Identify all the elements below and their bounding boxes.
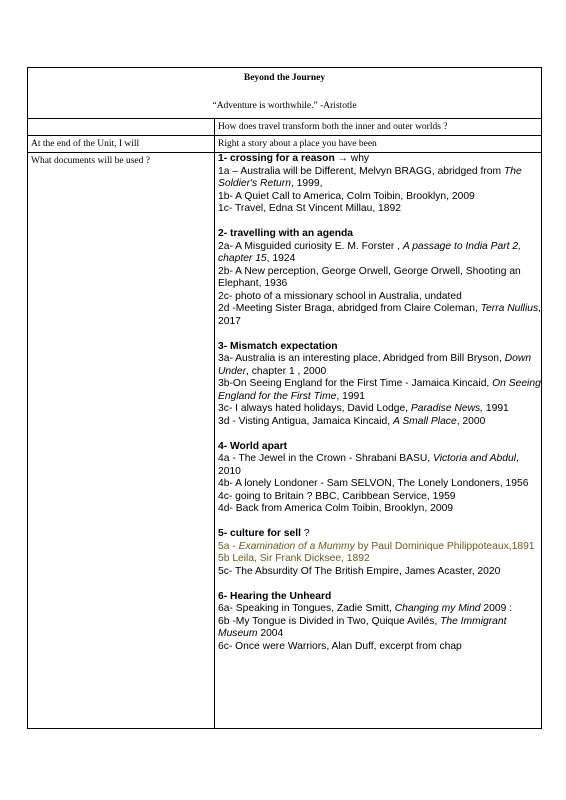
title-row [28, 68, 542, 119]
section-heading-text: 3- Mismatch expectation [218, 340, 338, 352]
entry-text: 1a – Australia will be Different, Melvyn BRAGG, abridged from [218, 165, 504, 177]
section-heading [218, 441, 541, 454]
entry-text: , 1999, [290, 178, 323, 189]
document-entry [218, 191, 541, 204]
document-entry [218, 478, 541, 491]
entry-title-italic: A Small Place [392, 415, 457, 427]
document-entry [218, 266, 541, 291]
section-heading-text: 1- crossing for a reason [218, 153, 335, 164]
document-page [27, 67, 541, 729]
section-heading-text: 4- World apart [218, 440, 288, 452]
document-entry [218, 416, 541, 429]
entry-text: 3a- Australia is an interesting place, Abridged from Bill Bryson, [218, 353, 505, 364]
entry-text: 2a- A Misguided curiosity E. M. Forster , [218, 240, 403, 252]
entry-text: , 2010 [218, 453, 519, 477]
entry-text: 6a- Speaking in Tongues, Zadie Smitt, [218, 603, 395, 614]
section-3 [218, 341, 541, 429]
document-entry [218, 353, 541, 378]
section-heading-text: 5- culture for sell [218, 528, 301, 539]
document-entry [218, 291, 541, 304]
section-heading [218, 528, 541, 541]
entry-title-italic: Paradise News, [410, 403, 484, 414]
entry-text: 4c- going to Britain ? BBC, Caribbean Service, 1959 [218, 490, 456, 502]
entry-title-italic: The Immigrant Museum [218, 615, 507, 639]
entry-text: , 2017 [218, 303, 541, 327]
entry-title-italic: Victoria and Abdul [433, 453, 517, 464]
document-entry [218, 541, 541, 554]
entry-text: 1b- A Quiet Call to America, Colm Toibin, Brooklyn, 2009 [218, 190, 475, 202]
document-entry [218, 453, 541, 478]
entry-text: 6c- Once were Warriors, Alan Duff, excerpt from chap [218, 640, 462, 652]
goal-label-cell: At the end of the Unit, I will [28, 136, 215, 153]
section-heading [218, 591, 541, 604]
document-entry [218, 553, 541, 566]
entry-text: , chapter 1 , 2000 [246, 365, 327, 377]
document-sections [218, 153, 541, 653]
section-heading-suffix: ? [300, 528, 310, 539]
documents-label-cell: What documents will be used ? [28, 153, 215, 729]
entry-text: 4b- A lonely Londoner - Sam SELVON, The Lonely Londoners, 1956 [218, 478, 529, 489]
document-entry [218, 603, 541, 616]
entry-text: 4a - The Jewel in the Crown - Shrabani BASU, [218, 453, 434, 464]
entry-text: 5c- The Absurdity Of The British Empire, James Acaster, 2020 [218, 565, 501, 577]
entry-text: 2d -Meeting Sister Braga, abridged from Claire Coleman, [218, 303, 481, 314]
documents-list-cell [215, 153, 542, 729]
section-1 [218, 153, 541, 216]
entry-title-italic: Terra Nullius [480, 303, 539, 314]
goal-row [28, 136, 542, 153]
entry-text: 3b-On Seeing England for the First Time - Jamaica Kincaid, [218, 378, 493, 389]
section-5 [218, 528, 541, 578]
entry-title-italic: Changing my Mind [394, 603, 481, 614]
entry-text: 1c- Travel, Edna St Vincent Millau, 1892 [218, 203, 401, 214]
document-entry [218, 303, 541, 328]
unit-plan-table [27, 67, 542, 729]
section-heading-text: 6- Hearing the Unheard [218, 590, 332, 602]
document-entry [218, 241, 541, 266]
entry-title-italic: On Seeing England for the First Time [218, 378, 541, 402]
entry-text: 2009 : [480, 603, 513, 614]
entry-text: 2c- photo of a missionary school in Australia, undated [218, 290, 462, 302]
entry-text: , 1991 [336, 390, 366, 402]
entry-text: 5a - [218, 540, 239, 552]
document-entry [218, 503, 541, 516]
document-entry [218, 166, 541, 191]
entry-text: 3c- I always hated holidays, David Lodge, [218, 403, 411, 414]
entry-title-italic: The Soldier's Return [218, 165, 522, 189]
document-entry [218, 641, 541, 654]
section-4 [218, 441, 541, 516]
entry-text: , 2000 [456, 415, 486, 427]
document-entry [218, 378, 541, 403]
document-entry [218, 616, 541, 641]
entry-text: , 1924 [266, 253, 296, 264]
section-heading [218, 153, 541, 166]
question-row [28, 119, 542, 136]
entry-text: 4d- Back from America Colm Toibin, Brooklyn, 2009 [218, 503, 454, 514]
document-entry [218, 403, 541, 416]
entry-text: 1991 [483, 403, 509, 414]
entry-title-italic: A passage to India Part 2, chapter 15 [218, 240, 521, 264]
entry-text: 5b Leila, Sir Frank Dicksee, 1892 [218, 553, 370, 564]
question-cell: How does travel transform both the inner and outer worlds ? [215, 119, 542, 136]
section-heading [218, 341, 541, 354]
entry-text: 2b- A New perception, George Orwell, George Orwell, Shooting an Elephant, 1936 [218, 265, 521, 289]
document-title: Beyond the Journey [243, 73, 326, 83]
document-entry [218, 566, 541, 579]
documents-row [28, 153, 542, 729]
entry-text: by Paul Dominique Philippoteaux,1891 [354, 540, 535, 552]
section-6 [218, 591, 541, 654]
entry-title-italic: Examination of a Mummy [238, 540, 355, 552]
section-heading [218, 228, 541, 241]
entry-text: 3d - Visting Antigua, Jamaica Kincaid, [218, 415, 393, 427]
entry-title-italic: Down Under [218, 353, 532, 377]
document-entry [218, 491, 541, 504]
section-2 [218, 228, 541, 328]
entry-text: 6b -My Tongue is Divided in Two, Quique Avilés, [218, 615, 441, 627]
document-quote: “Adventure is worthwhile.” -Aristotle [212, 101, 357, 111]
document-entry [218, 203, 541, 216]
section-heading-text: 2- travelling with an agenda [218, 228, 354, 239]
question-label-cell [28, 119, 215, 136]
goal-value-cell: Right a story about a place you have been [215, 136, 542, 153]
entry-text: 2004 [257, 628, 284, 639]
section-heading-suffix: → why [334, 153, 370, 164]
title-cell [28, 68, 542, 119]
